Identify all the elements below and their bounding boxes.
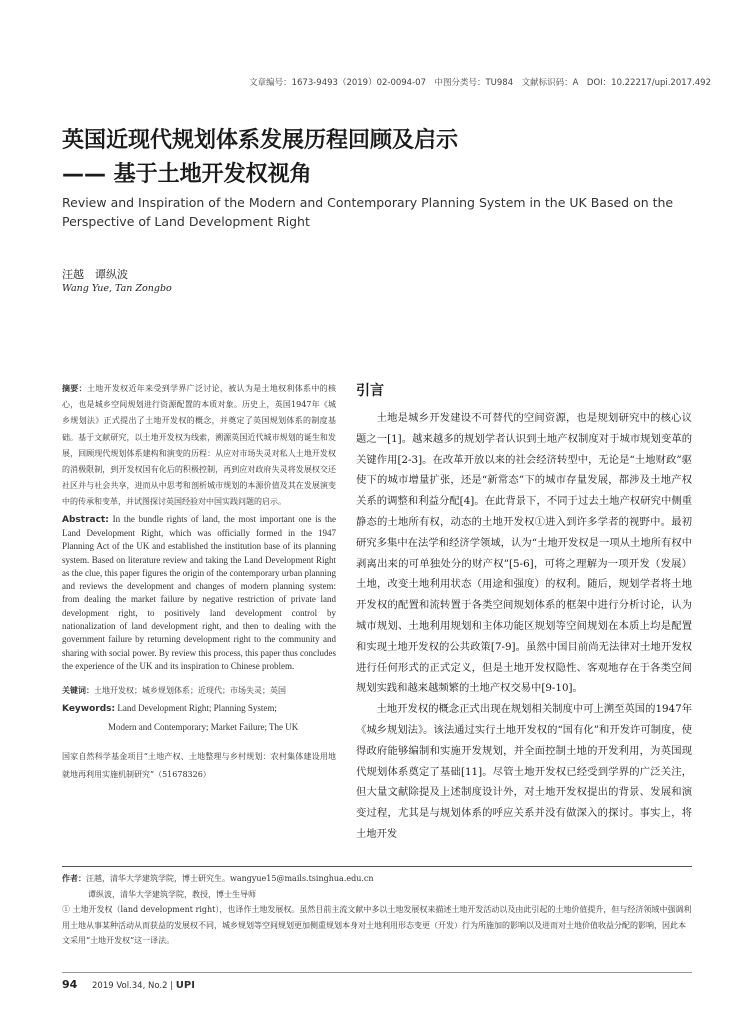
keywords-en: [62, 699, 336, 736]
title-cn-line1: 英国近现代规划体系发展历程回顾及启示: [62, 128, 459, 153]
body-paragraph-1: 土地是城乡开发建设不可替代的空间资源，也是规划研究中的核心议题之一[1]。越来越多的规划学者认识到土地产权制度对于城市规划变革的关键作用[2-3]。在改革开放以来的社会经济转型中，无论是“土地财政”驱使下的城市增量扩张，还是“新常态”下的城市存量发展，都涉及土地产权关系的调整和利益分配[4]。在此背景下，不同于过去土地产权研究中侧重静态的土地所有权，动态的土地开发权①进入到许多学者的视野中。最初研究多集中在法学和经济学领域，认为“土地开发权是一项从土地所有权中剥离出来的可单独处分的财产权”[5-6]，可将之理解为一项开发（发展）土地，改变土地利用状态（用途和强度）的权利。随后，规划学者将土地开发权的配置和流转置于各类空间规划体系的框架中进行分析讨论，认为城市规划、土地利用规划和主体功能区规划等空间规划在本质上均是配置和实现土地开发权的公共政策[7-9]。虽然中国目前尚无法律对土地开发权进行任何形式的正式定义，但是土地开发权隐性、客观地存在于各类空间规划实践和越来越频繁的土地产权交易中[9-10]。: [356, 412, 692, 695]
abstract-en-label: Abstract:: [62, 514, 109, 525]
journal-info: [92, 980, 195, 991]
fund-note: 国家自然科学基金项目“土地产权、土地整理与乡村规划：农村集体建设用地就地再利用实施机制研究”（51678326）: [62, 752, 336, 780]
keywords-cn: [62, 683, 336, 699]
author-info-label: 作者：: [62, 874, 86, 883]
abstract-cn-text: 土地开发权近年来受到学界广泛讨论，被认为是土地权利体系中的核心，也是城乡空间规划进行资源配置的本质对象。历史上，英国1947年《城乡规划法》正式提出了土地开发权的概念，并奠定了英国规划体系的制度基础。基于文献研究，以土地开发权为线索，溯源英国近代城市规划的诞生和发展，回顾现代规划体系建构和演变的历程：从应对市场失灵对私人土地开发权的消极限制，到开发权国有化后的积极控制，再到应对政府失灵将发展权交还社区并与社会共享，进而从中思考和剖析城市规划的本源价值及其在发展演变中的传承和变革，并试图探讨英国经验对中国实践问题的启示。: [62, 384, 336, 507]
abstract-column: [62, 381, 336, 784]
abstract-en-text: In the bundle rights of land, the most important one is the Land Development Right, which was officially formed in the 1947 Planning Act of the UK and established the institution base of its planning system. Based on literature review and taking the Land Development Right as the clue, this paper figures the origin of the contemporary urban planning and reviews the development and changes of modern planning system: from dealing the market failure by negative restriction of private land development right, to positively land development control by nationalization of land development right, and then to dealing with the government failure by returning development right to the community and sharing with social power. By review this process, this paper thus concludes the experience of the UK and its inspiration to Chinese problem.: [62, 513, 336, 671]
title-cn-line2: —— 基于土地开发权视角: [62, 162, 312, 187]
author-info-1: [62, 871, 692, 887]
keywords-cn-label: 关键词：: [62, 686, 94, 696]
body-column: [356, 380, 692, 845]
footer-rule: [62, 972, 692, 973]
abstract-en: [62, 513, 336, 674]
journal-logo: UPI: [175, 980, 195, 991]
footnote-1-text: 土地开发权（land development right），也译作土地发展权。虽然目前主流文献中多以土地发展权来描述土地开发活动以及由此引起的土地价值提升，但与经济领域中强调利用土地从事某种活动从而获益的发展权不同，城乡规划等空间规划更加侧重规划本身对土地利用形态变更（开发）行为所施加的影响以及进而对土地价值收益分配的影响，因此本文采用“土地开发权”这一译法。: [62, 905, 692, 945]
abstract-cn: [62, 381, 336, 511]
footnote-1: [62, 902, 692, 949]
body-paragraph-2: 土地开发权的概念正式出现在规划相关制度中可上溯至英国的1947年《城乡规划法》。该法通过实行土地开发权的“国有化”和开发许可制度，使得政府能够编制和实施开发规划，并全面控制土地的开发利用，为英国现代规划体系奠定了基础[11]。尽管土地开发权已经受到学界的广泛关注，但大量文献除提及上述制度设计外，对土地开发权提出的背景、发展和演变过程，尤其是与规划体系的呼应关系并没有做深入的探讨。事实上，将土地开发: [356, 703, 692, 840]
keywords-en-line2: Modern and Contemporary; Market Failure; The UK: [108, 722, 299, 733]
title-english: Review and Inspiration of the Modern and Contemporary Planning System in the UK Based on the Perspective of Land Development Right: [62, 195, 674, 229]
footnotes: [62, 866, 692, 949]
authors-english: Wang Yue, Tan Zongbo: [62, 283, 172, 294]
journal-volume: 2019 Vol.34, No.2 |: [92, 981, 174, 991]
author-info-1-text: 汪越，清华大学建筑学院，博士研究生。wangyue15@mails.tsinghua.edu.cn: [86, 874, 374, 883]
abstract-cn-label: 摘要：: [62, 384, 87, 393]
keywords-en-line1: Land Development Right; Planning System;: [117, 703, 277, 714]
page-number: 94: [62, 978, 78, 991]
footnote-1-marker: ①: [62, 905, 70, 914]
article-meta: 文章编号：1673-9493（2019）02-0094-07 中图分类号：TU984 文献标识码：A DOI：10.22217/upi.2017.492: [249, 78, 711, 88]
author-info-2: 谭纵波，清华大学建筑学院，教授，博士生导师: [88, 889, 256, 899]
section-heading: 引言: [356, 383, 384, 399]
keywords-en-label: Keywords:: [62, 704, 116, 715]
keywords-cn-text: 土地开发权；城乡规划体系；近现代；市场失灵；英国: [94, 686, 286, 696]
title-chinese: [62, 124, 458, 192]
authors-chinese: 汪越 谭纵波: [62, 268, 128, 281]
